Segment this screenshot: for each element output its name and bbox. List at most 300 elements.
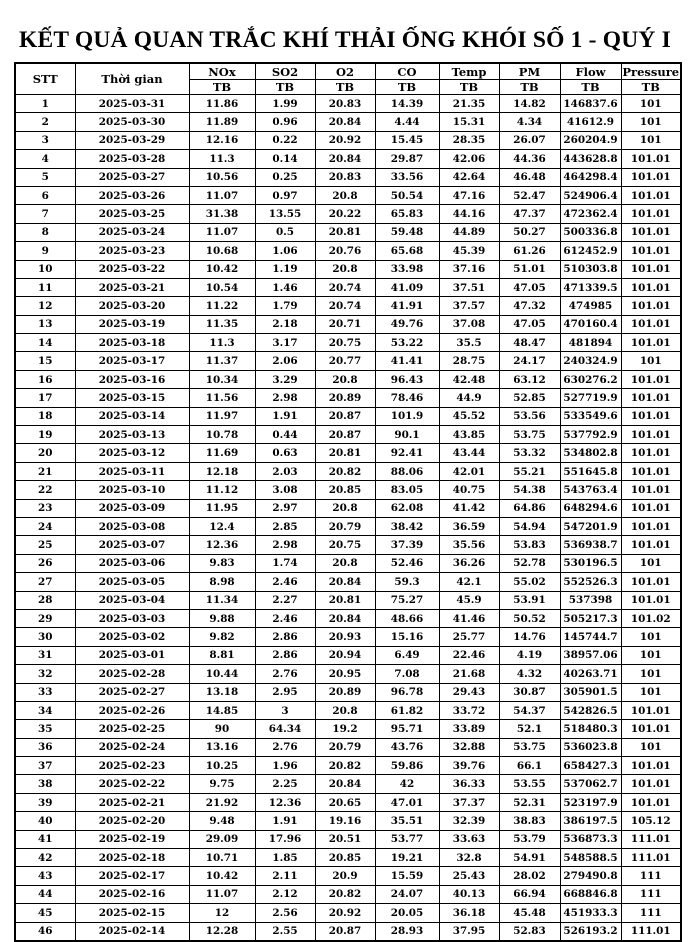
pm-cell: 55.21	[499, 462, 560, 480]
pm-cell: 53.79	[499, 830, 560, 848]
flow-cell: 547201.9	[560, 517, 621, 535]
o2-cell: 20.87	[315, 426, 375, 444]
stt-cell: 15	[15, 352, 75, 370]
date-cell: 2025-03-27	[75, 168, 189, 186]
stt-cell: 46	[15, 922, 75, 941]
date-cell: 2025-03-16	[75, 370, 189, 388]
flow-cell: 146837.6	[560, 95, 621, 113]
nox-cell: 10.44	[189, 665, 255, 683]
pm-cell: 53.56	[499, 407, 560, 425]
stt-cell: 45	[15, 904, 75, 922]
stt-cell: 5	[15, 168, 75, 186]
pm-cell: 4.34	[499, 113, 560, 131]
nox-cell: 8.81	[189, 646, 255, 664]
date-cell: 2025-03-31	[75, 95, 189, 113]
table-row	[15, 205, 681, 223]
table-row	[15, 904, 681, 922]
pm-cell: 4.32	[499, 665, 560, 683]
co-cell: 75.27	[375, 591, 439, 609]
pm-cell: 55.02	[499, 573, 560, 591]
pressure-cell: 101.01	[621, 223, 681, 241]
nox-cell: 10.71	[189, 849, 255, 867]
co-cell: 35.51	[375, 812, 439, 830]
date-cell: 2025-02-14	[75, 922, 189, 941]
temp-cell: 37.16	[439, 260, 499, 278]
so2-cell: 2.85	[255, 517, 315, 535]
stt-cell: 24	[15, 517, 75, 535]
table-row	[15, 481, 681, 499]
pressure-cell: 101	[621, 352, 681, 370]
flow-cell: 537792.9	[560, 426, 621, 444]
subheader-so2: TB	[255, 80, 315, 95]
so2-cell: 2.56	[255, 904, 315, 922]
so2-cell: 2.12	[255, 885, 315, 903]
flow-cell: 472362.4	[560, 205, 621, 223]
flow-cell: 145744.7	[560, 628, 621, 646]
pressure-cell: 101	[621, 628, 681, 646]
date-cell: 2025-03-17	[75, 352, 189, 370]
pm-cell: 66.94	[499, 885, 560, 903]
table-row	[15, 683, 681, 701]
nox-cell: 10.42	[189, 867, 255, 885]
flow-cell: 552526.3	[560, 573, 621, 591]
co-cell: 6.49	[375, 646, 439, 664]
temp-cell: 45.52	[439, 407, 499, 425]
so2-cell: 2.76	[255, 738, 315, 756]
pressure-cell: 101.01	[621, 517, 681, 535]
pressure-cell: 101	[621, 113, 681, 131]
stt-cell: 43	[15, 867, 75, 885]
pm-cell: 52.85	[499, 389, 560, 407]
nox-cell: 11.89	[189, 113, 255, 131]
pm-cell: 53.83	[499, 536, 560, 554]
flow-cell: 658427.3	[560, 757, 621, 775]
pressure-cell: 101.01	[621, 260, 681, 278]
nox-cell: 11.3	[189, 150, 255, 168]
table-row	[15, 407, 681, 425]
pressure-cell: 101.01	[621, 168, 681, 186]
nox-cell: 11.95	[189, 499, 255, 517]
flow-cell: 260204.9	[560, 131, 621, 149]
nox-cell: 11.86	[189, 95, 255, 113]
so2-cell: 2.46	[255, 573, 315, 591]
pressure-cell: 101.01	[621, 278, 681, 296]
temp-cell: 42.64	[439, 168, 499, 186]
flow-cell: 537062.7	[560, 775, 621, 793]
o2-cell: 19.2	[315, 720, 375, 738]
flow-cell: 470160.4	[560, 315, 621, 333]
o2-cell: 20.81	[315, 591, 375, 609]
o2-cell: 20.84	[315, 573, 375, 591]
table-row	[15, 591, 681, 609]
table-row	[15, 168, 681, 186]
pm-cell: 50.27	[499, 223, 560, 241]
so2-cell: 12.36	[255, 793, 315, 811]
pressure-cell: 101.01	[621, 573, 681, 591]
flow-cell: 38957.06	[560, 646, 621, 664]
pm-cell: 52.78	[499, 554, 560, 572]
so2-cell: 2.86	[255, 646, 315, 664]
table-row	[15, 131, 681, 149]
pm-cell: 28.02	[499, 867, 560, 885]
date-cell: 2025-03-10	[75, 481, 189, 499]
o2-cell: 20.93	[315, 628, 375, 646]
co-cell: 15.45	[375, 131, 439, 149]
pressure-cell: 111	[621, 867, 681, 885]
date-cell: 2025-03-09	[75, 499, 189, 517]
flow-cell: 443628.8	[560, 150, 621, 168]
nox-cell: 12	[189, 904, 255, 922]
temp-cell: 44.89	[439, 223, 499, 241]
co-cell: 52.46	[375, 554, 439, 572]
stt-cell: 19	[15, 426, 75, 444]
so2-cell: 1.74	[255, 554, 315, 572]
o2-cell: 20.51	[315, 830, 375, 848]
so2-cell: 2.06	[255, 352, 315, 370]
temp-cell: 15.31	[439, 113, 499, 131]
temp-cell: 33.63	[439, 830, 499, 848]
date-cell: 2025-02-16	[75, 885, 189, 903]
so2-cell: 1.19	[255, 260, 315, 278]
so2-cell: 17.96	[255, 830, 315, 848]
temp-cell: 33.89	[439, 720, 499, 738]
table-row	[15, 701, 681, 719]
o2-cell: 20.82	[315, 462, 375, 480]
co-cell: 53.22	[375, 334, 439, 352]
so2-cell: 2.27	[255, 591, 315, 609]
stt-cell: 36	[15, 738, 75, 756]
stt-cell: 26	[15, 554, 75, 572]
pressure-cell: 101.01	[621, 536, 681, 554]
nox-cell: 13.18	[189, 683, 255, 701]
stt-cell: 33	[15, 683, 75, 701]
pressure-cell: 101.01	[621, 591, 681, 609]
date-cell: 2025-03-25	[75, 205, 189, 223]
date-cell: 2025-03-02	[75, 628, 189, 646]
o2-cell: 20.77	[315, 352, 375, 370]
so2-cell: 0.5	[255, 223, 315, 241]
date-cell: 2025-03-05	[75, 573, 189, 591]
temp-cell: 39.76	[439, 757, 499, 775]
stt-cell: 8	[15, 223, 75, 241]
pressure-cell: 101.01	[621, 757, 681, 775]
stt-cell: 25	[15, 536, 75, 554]
so2-cell: 1.79	[255, 297, 315, 315]
co-cell: 101.9	[375, 407, 439, 425]
o2-cell: 19.16	[315, 812, 375, 830]
pm-cell: 26.07	[499, 131, 560, 149]
header-row	[15, 63, 681, 80]
nox-cell: 11.12	[189, 481, 255, 499]
pressure-cell: 101.01	[621, 701, 681, 719]
temp-cell: 42.1	[439, 573, 499, 591]
o2-cell: 20.82	[315, 757, 375, 775]
nox-cell: 13.16	[189, 738, 255, 756]
col-header-stt: STT	[15, 63, 75, 95]
o2-cell: 20.8	[315, 260, 375, 278]
flow-cell: 668846.8	[560, 885, 621, 903]
o2-cell: 20.8	[315, 186, 375, 204]
pressure-cell: 105.12	[621, 812, 681, 830]
flow-cell: 305901.5	[560, 683, 621, 701]
temp-cell: 42.06	[439, 150, 499, 168]
temp-cell: 36.59	[439, 517, 499, 535]
table-header	[15, 63, 681, 95]
o2-cell: 20.8	[315, 499, 375, 517]
pressure-cell: 101	[621, 665, 681, 683]
co-cell: 59.86	[375, 757, 439, 775]
co-cell: 95.71	[375, 720, 439, 738]
o2-cell: 20.75	[315, 536, 375, 554]
co-cell: 48.66	[375, 609, 439, 627]
so2-cell: 3.08	[255, 481, 315, 499]
stt-cell: 38	[15, 775, 75, 793]
flow-cell: 451933.3	[560, 904, 621, 922]
flow-cell: 536938.7	[560, 536, 621, 554]
stt-cell: 3	[15, 131, 75, 149]
nox-cell: 90	[189, 720, 255, 738]
col-header-co: CO	[375, 63, 439, 80]
pressure-cell: 101.01	[621, 499, 681, 517]
flow-cell: 523197.9	[560, 793, 621, 811]
pressure-cell: 101.01	[621, 462, 681, 480]
flow-cell: 534802.8	[560, 444, 621, 462]
temp-cell: 43.44	[439, 444, 499, 462]
o2-cell: 20.92	[315, 904, 375, 922]
co-cell: 15.16	[375, 628, 439, 646]
temp-cell: 36.26	[439, 554, 499, 572]
date-cell: 2025-02-26	[75, 701, 189, 719]
pm-cell: 61.26	[499, 242, 560, 260]
flow-cell: 533549.6	[560, 407, 621, 425]
date-cell: 2025-03-15	[75, 389, 189, 407]
temp-cell: 36.33	[439, 775, 499, 793]
pm-cell: 38.83	[499, 812, 560, 830]
table-row	[15, 242, 681, 260]
o2-cell: 20.75	[315, 334, 375, 352]
o2-cell: 20.87	[315, 922, 375, 941]
table-row	[15, 793, 681, 811]
flow-cell: 648294.6	[560, 499, 621, 517]
nox-cell: 11.34	[189, 591, 255, 609]
flow-cell: 526193.2	[560, 922, 621, 941]
table-row	[15, 113, 681, 131]
o2-cell: 20.76	[315, 242, 375, 260]
flow-cell: 536873.3	[560, 830, 621, 848]
nox-cell: 10.68	[189, 242, 255, 260]
pressure-cell: 101.01	[621, 775, 681, 793]
pressure-cell: 101.01	[621, 426, 681, 444]
stt-cell: 29	[15, 609, 75, 627]
pm-cell: 14.82	[499, 95, 560, 113]
col-header-pm: PM	[499, 63, 560, 80]
temp-cell: 37.95	[439, 922, 499, 941]
o2-cell: 20.89	[315, 389, 375, 407]
date-cell: 2025-02-25	[75, 720, 189, 738]
table-row	[15, 426, 681, 444]
so2-cell: 3	[255, 701, 315, 719]
pressure-cell: 101.01	[621, 720, 681, 738]
date-cell: 2025-02-20	[75, 812, 189, 830]
flow-cell: 279490.8	[560, 867, 621, 885]
co-cell: 96.43	[375, 370, 439, 388]
date-cell: 2025-02-23	[75, 757, 189, 775]
date-cell: 2025-02-15	[75, 904, 189, 922]
temp-cell: 44.9	[439, 389, 499, 407]
date-cell: 2025-03-01	[75, 646, 189, 664]
table-row	[15, 444, 681, 462]
so2-cell: 2.18	[255, 315, 315, 333]
o2-cell: 20.92	[315, 131, 375, 149]
so2-cell: 1.85	[255, 849, 315, 867]
date-cell: 2025-02-19	[75, 830, 189, 848]
temp-cell: 37.08	[439, 315, 499, 333]
co-cell: 24.07	[375, 885, 439, 903]
so2-cell: 2.03	[255, 462, 315, 480]
so2-cell: 1.99	[255, 95, 315, 113]
pressure-cell: 101	[621, 95, 681, 113]
flow-cell: 500336.8	[560, 223, 621, 241]
table-row	[15, 352, 681, 370]
pressure-cell: 101.01	[621, 334, 681, 352]
o2-cell: 20.65	[315, 793, 375, 811]
nox-cell: 11.3	[189, 334, 255, 352]
subheader-flow: TB	[560, 80, 621, 95]
stt-cell: 14	[15, 334, 75, 352]
o2-cell: 20.8	[315, 370, 375, 388]
nox-cell: 8.98	[189, 573, 255, 591]
pm-cell: 44.36	[499, 150, 560, 168]
temp-cell: 41.42	[439, 499, 499, 517]
table-row	[15, 609, 681, 627]
table-row	[15, 573, 681, 591]
o2-cell: 20.81	[315, 444, 375, 462]
stt-cell: 17	[15, 389, 75, 407]
table-row	[15, 297, 681, 315]
so2-cell: 2.97	[255, 499, 315, 517]
o2-cell: 20.79	[315, 738, 375, 756]
pressure-cell: 101	[621, 554, 681, 572]
stt-cell: 41	[15, 830, 75, 848]
so2-cell: 2.76	[255, 665, 315, 683]
so2-cell: 2.95	[255, 683, 315, 701]
table-row	[15, 186, 681, 204]
nox-cell: 10.34	[189, 370, 255, 388]
temp-cell: 29.43	[439, 683, 499, 701]
date-cell: 2025-03-21	[75, 278, 189, 296]
subheader-temp: TB	[439, 80, 499, 95]
flow-cell: 536023.8	[560, 738, 621, 756]
pm-cell: 52.83	[499, 922, 560, 941]
stt-cell: 21	[15, 462, 75, 480]
col-header-pressure: Pressure	[622, 64, 680, 79]
pm-cell: 54.91	[499, 849, 560, 867]
date-cell: 2025-03-29	[75, 131, 189, 149]
stt-cell: 23	[15, 499, 75, 517]
stt-cell: 35	[15, 720, 75, 738]
pm-cell: 54.38	[499, 481, 560, 499]
o2-cell: 20.95	[315, 665, 375, 683]
flow-cell: 505217.3	[560, 609, 621, 627]
table-row	[15, 462, 681, 480]
pressure-cell: 111.01	[621, 922, 681, 941]
co-cell: 15.59	[375, 867, 439, 885]
so2-cell: 2.11	[255, 867, 315, 885]
temp-cell: 37.37	[439, 793, 499, 811]
flow-cell: 386197.5	[560, 812, 621, 830]
o2-cell: 20.83	[315, 95, 375, 113]
col-header-so2: SO2	[255, 63, 315, 80]
o2-cell: 20.84	[315, 113, 375, 131]
o2-cell: 20.94	[315, 646, 375, 664]
date-cell: 2025-03-19	[75, 315, 189, 333]
subheader-o2: TB	[315, 80, 375, 95]
pm-cell: 51.01	[499, 260, 560, 278]
so2-cell: 64.34	[255, 720, 315, 738]
stt-cell: 42	[15, 849, 75, 867]
o2-cell: 20.85	[315, 849, 375, 867]
co-cell: 61.82	[375, 701, 439, 719]
pressure-cell: 111	[621, 904, 681, 922]
stt-cell: 27	[15, 573, 75, 591]
stt-cell: 10	[15, 260, 75, 278]
nox-cell: 11.69	[189, 444, 255, 462]
stt-cell: 13	[15, 315, 75, 333]
temp-cell: 45.9	[439, 591, 499, 609]
so2-cell: 1.96	[255, 757, 315, 775]
pm-cell: 52.1	[499, 720, 560, 738]
stt-cell: 28	[15, 591, 75, 609]
table-row	[15, 646, 681, 664]
table-row	[15, 665, 681, 683]
flow-cell: 474985	[560, 297, 621, 315]
page-title: KẾT QUẢ QUAN TRẮC KHÍ THẢI ỐNG KHÓI SỐ 1 - QUÝ I	[18, 27, 672, 53]
so2-cell: 2.98	[255, 536, 315, 554]
pressure-cell: 101	[621, 646, 681, 664]
o2-cell: 20.74	[315, 297, 375, 315]
so2-cell: 0.63	[255, 444, 315, 462]
temp-cell: 35.56	[439, 536, 499, 554]
pressure-cell: 101.01	[621, 793, 681, 811]
so2-cell: 0.97	[255, 186, 315, 204]
co-cell: 65.83	[375, 205, 439, 223]
pm-cell: 50.52	[499, 609, 560, 627]
date-cell: 2025-02-24	[75, 738, 189, 756]
co-cell: 62.08	[375, 499, 439, 517]
flow-cell: 537398	[560, 591, 621, 609]
stt-cell: 31	[15, 646, 75, 664]
nox-cell: 10.54	[189, 278, 255, 296]
date-cell: 2025-03-24	[75, 223, 189, 241]
nox-cell: 14.85	[189, 701, 255, 719]
co-cell: 59.48	[375, 223, 439, 241]
so2-cell: 0.25	[255, 168, 315, 186]
flow-cell: 240324.9	[560, 352, 621, 370]
flow-cell: 548588.5	[560, 849, 621, 867]
pm-cell: 14.76	[499, 628, 560, 646]
nox-cell: 11.37	[189, 352, 255, 370]
o2-cell: 20.85	[315, 481, 375, 499]
stt-cell: 12	[15, 297, 75, 315]
nox-cell: 12.18	[189, 462, 255, 480]
pm-cell: 52.31	[499, 793, 560, 811]
temp-cell: 35.5	[439, 334, 499, 352]
o2-cell: 20.71	[315, 315, 375, 333]
nox-cell: 11.07	[189, 885, 255, 903]
temp-cell: 22.46	[439, 646, 499, 664]
date-cell: 2025-03-08	[75, 517, 189, 535]
o2-cell: 20.8	[315, 701, 375, 719]
